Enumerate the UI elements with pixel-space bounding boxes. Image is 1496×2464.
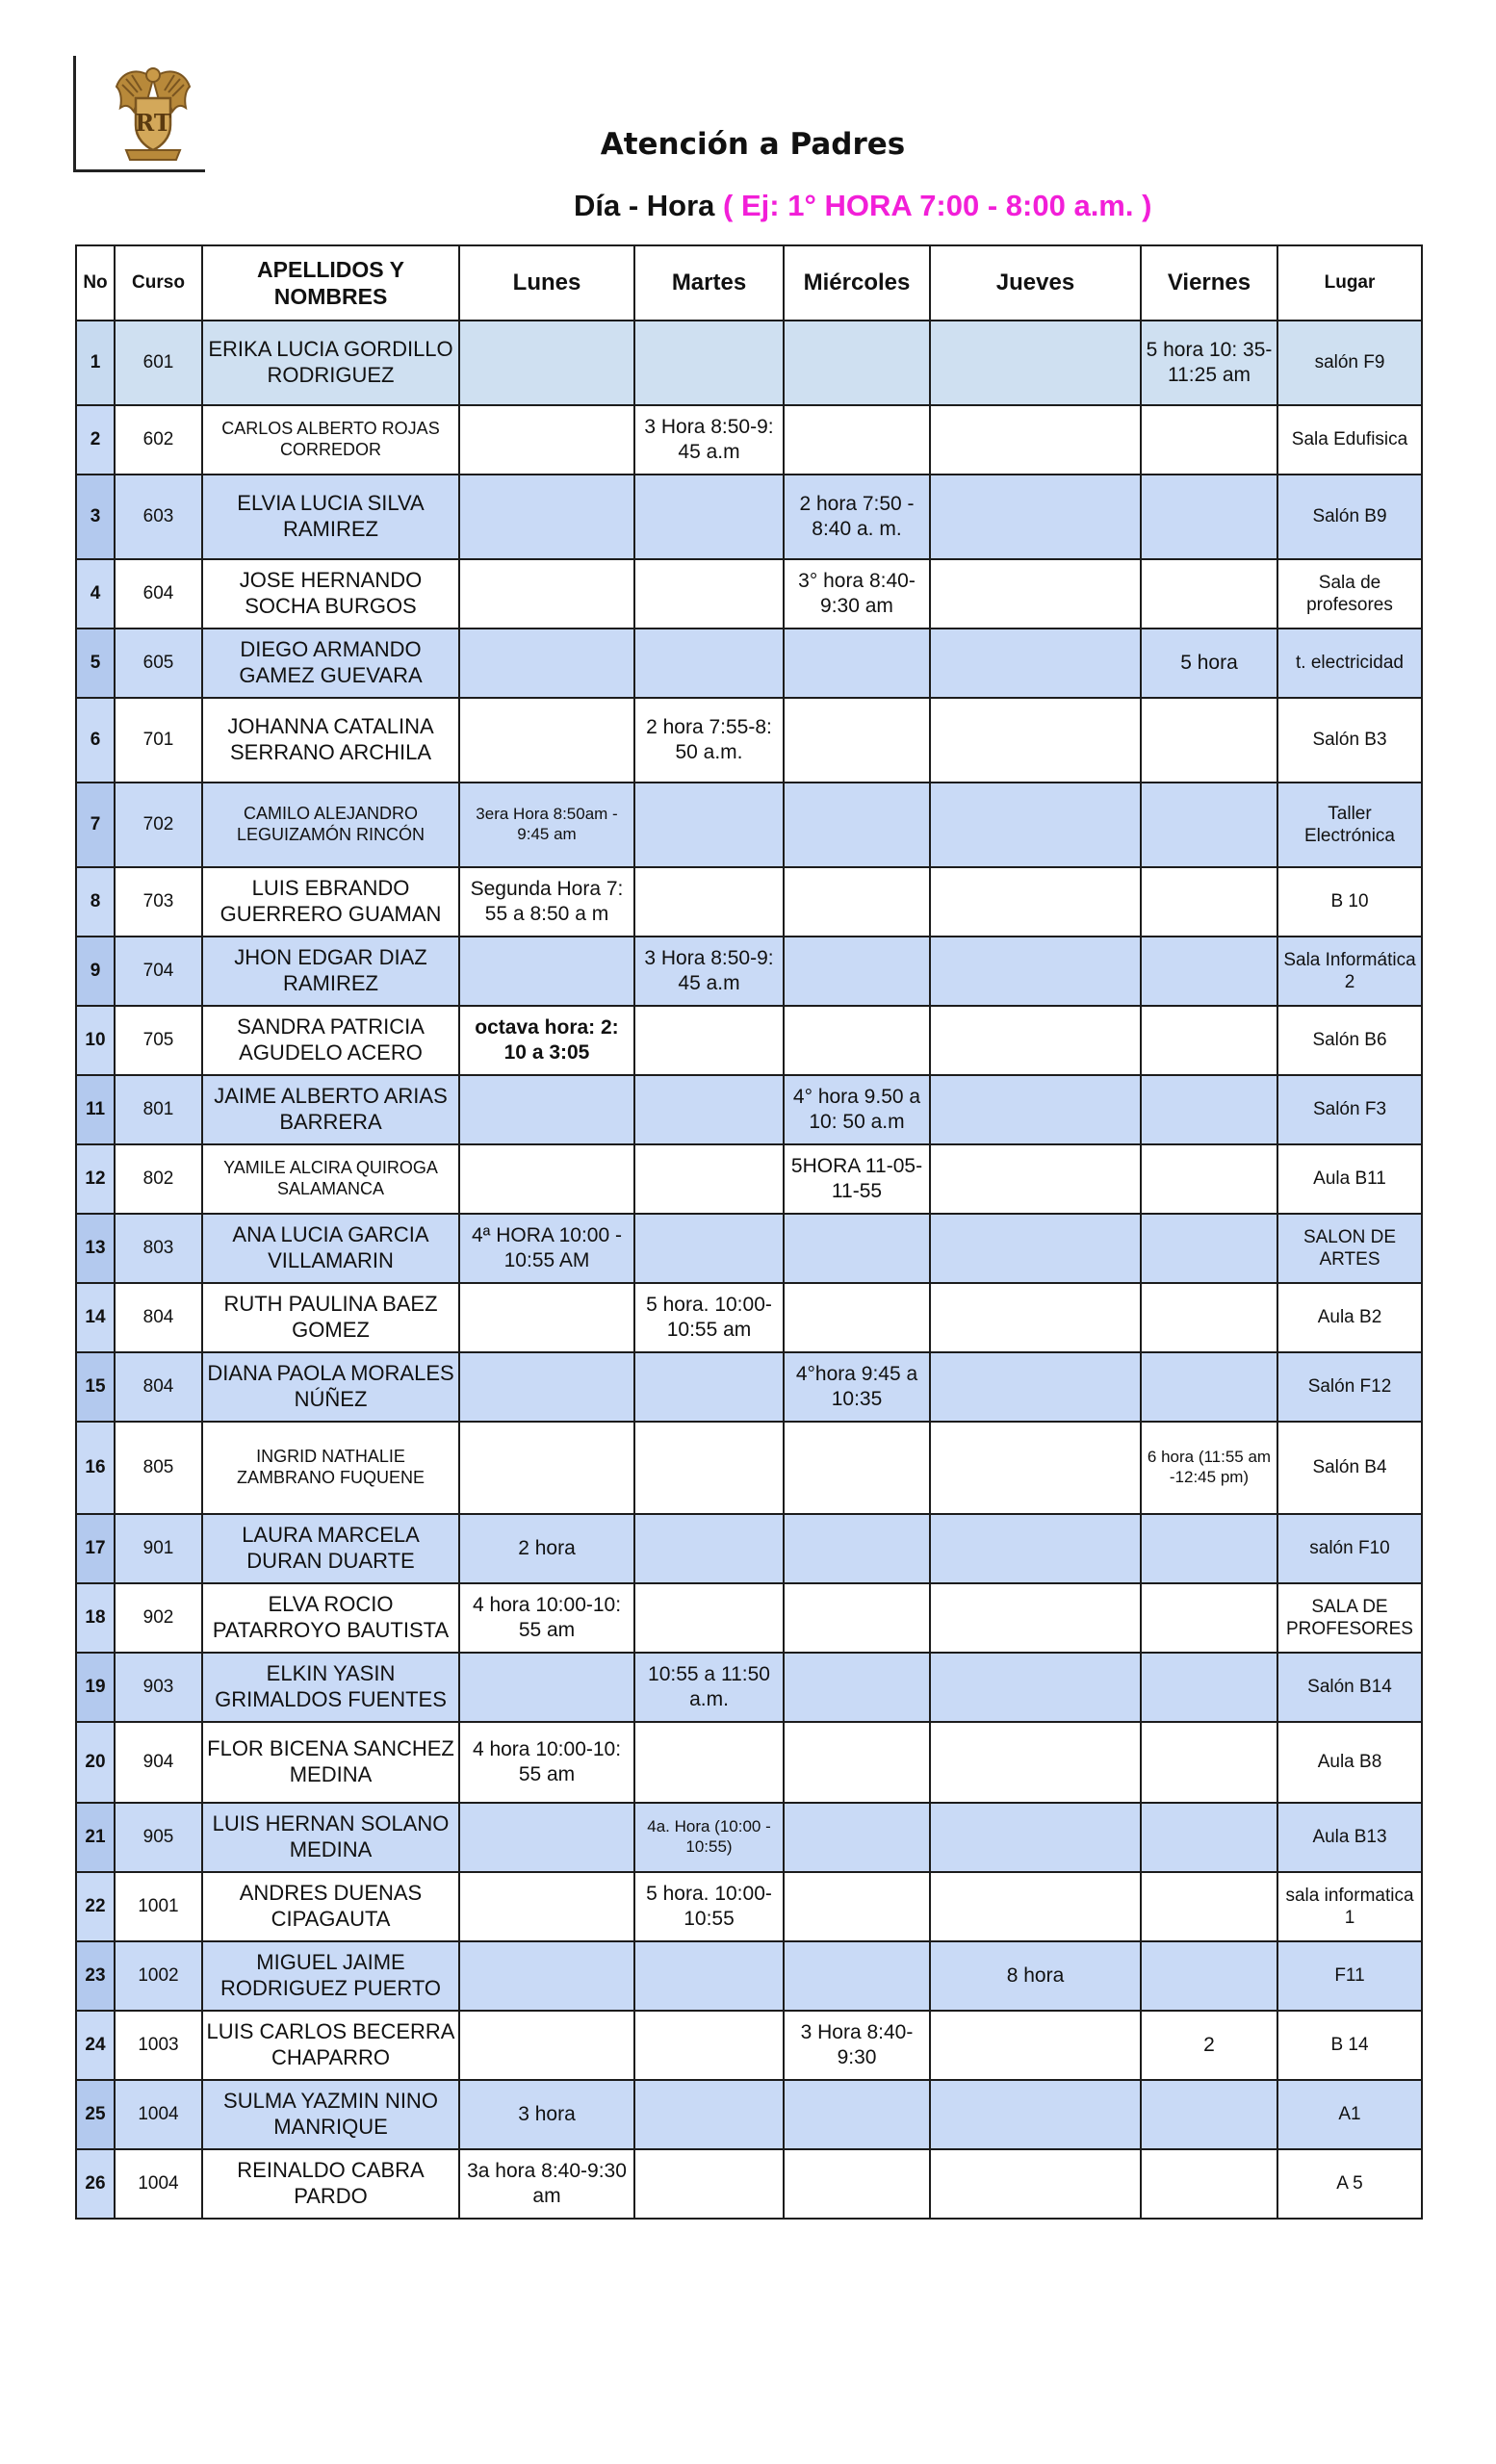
viernes-cell <box>1141 867 1277 937</box>
miercoles-cell <box>784 867 930 937</box>
col-header-lugar: Lugar <box>1277 245 1422 321</box>
miercoles-cell <box>784 1283 930 1352</box>
miercoles-cell <box>784 405 930 475</box>
lunes-cell <box>459 1872 634 1941</box>
martes-cell: 5 hora. 10:00- 10:55 am <box>634 1283 784 1352</box>
miercoles-cell <box>784 321 930 405</box>
course-cell: 905 <box>115 1803 202 1872</box>
location-cell: Sala Edufisica <box>1277 405 1422 475</box>
row-number: 15 <box>76 1352 115 1422</box>
name-cell: ELVA ROCIO PATARROYO BAUTISTA <box>202 1583 459 1653</box>
jueves-cell <box>930 1352 1141 1422</box>
jueves-cell <box>930 698 1141 783</box>
martes-cell <box>634 321 784 405</box>
table-row <box>76 1144 1422 1214</box>
jueves-cell <box>930 1422 1141 1514</box>
martes-cell <box>634 475 784 559</box>
name-cell: JOSE HERNANDO SOCHA BURGOS <box>202 559 459 629</box>
location-cell: Sala de profesores <box>1277 559 1422 629</box>
name-cell: ANA LUCIA GARCIA VILLAMARIN <box>202 1214 459 1283</box>
lunes-cell <box>459 1352 634 1422</box>
viernes-cell <box>1141 1653 1277 1722</box>
row-number: 25 <box>76 2080 115 2149</box>
viernes-cell <box>1141 1514 1277 1583</box>
martes-cell: 3 Hora 8:50-9: 45 a.m <box>634 405 784 475</box>
location-cell: Aula B2 <box>1277 1283 1422 1352</box>
course-cell: 603 <box>115 475 202 559</box>
location-cell: Salón B9 <box>1277 475 1422 559</box>
viernes-cell: 2 <box>1141 2011 1277 2080</box>
row-number: 2 <box>76 405 115 475</box>
col-header-viernes: Viernes <box>1141 245 1277 321</box>
col-header-curso: Curso <box>115 245 202 321</box>
col-header-martes: Martes <box>634 245 784 321</box>
course-cell: 802 <box>115 1144 202 1214</box>
row-number: 8 <box>76 867 115 937</box>
row-number: 13 <box>76 1214 115 1283</box>
lunes-cell <box>459 1075 634 1144</box>
viernes-cell <box>1141 1006 1277 1075</box>
course-cell: 701 <box>115 698 202 783</box>
location-cell: B 14 <box>1277 2011 1422 2080</box>
martes-cell <box>634 867 784 937</box>
lunes-cell <box>459 321 634 405</box>
name-cell: ANDRES DUENAS CIPAGAUTA <box>202 1872 459 1941</box>
miercoles-cell: 4° hora 9.50 a 10: 50 a.m <box>784 1075 930 1144</box>
course-cell: 904 <box>115 1722 202 1803</box>
miercoles-cell <box>784 1006 930 1075</box>
row-number: 9 <box>76 937 115 1006</box>
viernes-cell: 6 hora (11:55 am -12:45 pm) <box>1141 1422 1277 1514</box>
lunes-cell <box>459 1283 634 1352</box>
miercoles-cell: 5HORA 11-05-11-55 <box>784 1144 930 1214</box>
location-cell: Salón F3 <box>1277 1075 1422 1144</box>
name-cell: SANDRA PATRICIA AGUDELO ACERO <box>202 1006 459 1075</box>
martes-cell: 3 Hora 8:50-9: 45 a.m <box>634 937 784 1006</box>
lunes-cell <box>459 405 634 475</box>
name-cell: LAURA MARCELA DURAN DUARTE <box>202 1514 459 1583</box>
viernes-cell <box>1141 1283 1277 1352</box>
name-cell: LUIS HERNAN SOLANO MEDINA <box>202 1803 459 1872</box>
row-number: 11 <box>76 1075 115 1144</box>
location-cell: salón F9 <box>1277 321 1422 405</box>
miercoles-cell <box>784 2080 930 2149</box>
table-row <box>76 2080 1422 2149</box>
martes-cell: 5 hora. 10:00- 10:55 <box>634 1872 784 1941</box>
row-number: 23 <box>76 1941 115 2011</box>
martes-cell <box>634 1583 784 1653</box>
table-row <box>76 937 1422 1006</box>
viernes-cell <box>1141 1075 1277 1144</box>
name-cell: INGRID NATHALIE ZAMBRANO FUQUENE <box>202 1422 459 1514</box>
jueves-cell <box>930 629 1141 698</box>
jueves-cell <box>930 937 1141 1006</box>
subtitle <box>574 189 1151 223</box>
col-header-miercoles: Miércoles <box>784 245 930 321</box>
row-number: 20 <box>76 1722 115 1803</box>
name-cell: CARLOS ALBERTO ROJAS CORREDOR <box>202 405 459 475</box>
table-row <box>76 1722 1422 1803</box>
jueves-cell <box>930 1214 1141 1283</box>
course-cell: 1003 <box>115 2011 202 2080</box>
table-header-row <box>76 245 1422 321</box>
table-row <box>76 698 1422 783</box>
martes-cell <box>634 2080 784 2149</box>
table-row <box>76 1214 1422 1283</box>
row-number: 21 <box>76 1803 115 1872</box>
jueves-cell <box>930 2149 1141 2219</box>
course-cell: 902 <box>115 1583 202 1653</box>
martes-cell <box>634 2149 784 2219</box>
miercoles-cell: 3 Hora 8:40- 9:30 <box>784 2011 930 2080</box>
table-row <box>76 1075 1422 1144</box>
jueves-cell <box>930 1653 1141 1722</box>
table-row <box>76 1352 1422 1422</box>
row-number: 14 <box>76 1283 115 1352</box>
viernes-cell <box>1141 1872 1277 1941</box>
miercoles-cell <box>784 1514 930 1583</box>
col-header-jueves: Jueves <box>930 245 1141 321</box>
miercoles-cell <box>784 1722 930 1803</box>
row-number: 22 <box>76 1872 115 1941</box>
subtitle-label: Día - Hora <box>574 189 715 222</box>
attention-schedule-table <box>75 244 1423 2220</box>
course-cell: 704 <box>115 937 202 1006</box>
martes-cell <box>634 629 784 698</box>
viernes-cell: 5 hora <box>1141 629 1277 698</box>
martes-cell <box>634 1075 784 1144</box>
row-number: 7 <box>76 783 115 867</box>
martes-cell: 2 hora 7:55-8: 50 a.m. <box>634 698 784 783</box>
location-cell: SALON DE ARTES <box>1277 1214 1422 1283</box>
viernes-cell <box>1141 1214 1277 1283</box>
table-row <box>76 475 1422 559</box>
jueves-cell <box>930 783 1141 867</box>
name-cell: JAIME ALBERTO ARIAS BARRERA <box>202 1075 459 1144</box>
jueves-cell <box>930 1144 1141 1214</box>
martes-cell <box>634 1514 784 1583</box>
lunes-cell: Segunda Hora 7: 55 a 8:50 a m <box>459 867 634 937</box>
miercoles-cell <box>784 937 930 1006</box>
miercoles-cell <box>784 2149 930 2219</box>
location-cell: salón F10 <box>1277 1514 1422 1583</box>
viernes-cell <box>1141 405 1277 475</box>
row-number: 5 <box>76 629 115 698</box>
martes-cell <box>634 1144 784 1214</box>
jueves-cell <box>930 867 1141 937</box>
viernes-cell <box>1141 937 1277 1006</box>
martes-cell <box>634 1422 784 1514</box>
course-cell: 605 <box>115 629 202 698</box>
location-cell: Sala Informática 2 <box>1277 937 1422 1006</box>
course-cell: 803 <box>115 1214 202 1283</box>
miercoles-cell <box>784 1941 930 2011</box>
jueves-cell <box>930 1722 1141 1803</box>
page-title: Atención a Padres <box>600 127 906 162</box>
viernes-cell <box>1141 1803 1277 1872</box>
jueves-cell <box>930 1075 1141 1144</box>
jueves-cell <box>930 1583 1141 1653</box>
table-row <box>76 2011 1422 2080</box>
miercoles-cell: 4°hora 9:45 a 10:35 <box>784 1352 930 1422</box>
name-cell: DIANA PAOLA MORALES NÚÑEZ <box>202 1352 459 1422</box>
lunes-cell <box>459 1653 634 1722</box>
name-cell: LUIS EBRANDO GUERRERO GUAMAN <box>202 867 459 937</box>
miercoles-cell <box>784 698 930 783</box>
martes-cell: 10:55 a 11:50 a.m. <box>634 1653 784 1722</box>
lunes-cell <box>459 937 634 1006</box>
miercoles-cell <box>784 1803 930 1872</box>
col-header-no: No <box>76 245 115 321</box>
location-cell: Aula B13 <box>1277 1803 1422 1872</box>
jueves-cell <box>930 2011 1141 2080</box>
viernes-cell <box>1141 475 1277 559</box>
row-number: 3 <box>76 475 115 559</box>
lunes-cell: 4ª HORA 10:00 - 10:55 AM <box>459 1214 634 1283</box>
course-cell: 901 <box>115 1514 202 1583</box>
miercoles-cell <box>784 1422 930 1514</box>
col-header-nombres: APELLIDOS Y NOMBRES <box>202 245 459 321</box>
name-cell: ELKIN YASIN GRIMALDOS FUENTES <box>202 1653 459 1722</box>
table-row <box>76 783 1422 867</box>
table-row <box>76 321 1422 405</box>
table-row <box>76 1006 1422 1075</box>
lunes-cell <box>459 698 634 783</box>
martes-cell <box>634 1214 784 1283</box>
miercoles-cell <box>784 629 930 698</box>
location-cell: B 10 <box>1277 867 1422 937</box>
jueves-cell <box>930 1006 1141 1075</box>
lunes-cell: 4 hora 10:00-10: 55 am <box>459 1722 634 1803</box>
table-row <box>76 1872 1422 1941</box>
row-number: 26 <box>76 2149 115 2219</box>
table-row <box>76 1803 1422 1872</box>
name-cell: FLOR BICENA SANCHEZ MEDINA <box>202 1722 459 1803</box>
row-number: 10 <box>76 1006 115 1075</box>
location-cell: Salón B6 <box>1277 1006 1422 1075</box>
location-cell: Salón B3 <box>1277 698 1422 783</box>
course-cell: 801 <box>115 1075 202 1144</box>
viernes-cell <box>1141 783 1277 867</box>
miercoles-cell <box>784 783 930 867</box>
lunes-cell <box>459 2011 634 2080</box>
col-header-lunes: Lunes <box>459 245 634 321</box>
course-cell: 804 <box>115 1352 202 1422</box>
course-cell: 805 <box>115 1422 202 1514</box>
jueves-cell: 8 hora <box>930 1941 1141 2011</box>
martes-cell <box>634 2011 784 2080</box>
viernes-cell <box>1141 559 1277 629</box>
martes-cell <box>634 559 784 629</box>
row-number: 1 <box>76 321 115 405</box>
miercoles-cell <box>784 1653 930 1722</box>
row-number: 4 <box>76 559 115 629</box>
name-cell: LUIS CARLOS BECERRA CHAPARRO <box>202 2011 459 2080</box>
table-row <box>76 1583 1422 1653</box>
location-cell: Aula B8 <box>1277 1722 1422 1803</box>
course-cell: 702 <box>115 783 202 867</box>
lunes-cell <box>459 1422 634 1514</box>
row-number: 16 <box>76 1422 115 1514</box>
jueves-cell <box>930 559 1141 629</box>
name-cell: MIGUEL JAIME RODRIGUEZ PUERTO <box>202 1941 459 2011</box>
course-cell: 1002 <box>115 1941 202 2011</box>
miercoles-cell <box>784 1583 930 1653</box>
viernes-cell <box>1141 2080 1277 2149</box>
table-row <box>76 405 1422 475</box>
viernes-cell <box>1141 1941 1277 2011</box>
course-cell: 602 <box>115 405 202 475</box>
lunes-cell: octava hora: 2: 10 a 3:05 <box>459 1006 634 1075</box>
table-row <box>76 629 1422 698</box>
lunes-cell <box>459 475 634 559</box>
lunes-cell: 2 hora <box>459 1514 634 1583</box>
martes-cell: 4a. Hora (10:00 - 10:55) <box>634 1803 784 1872</box>
location-cell: sala informatica 1 <box>1277 1872 1422 1941</box>
course-cell: 903 <box>115 1653 202 1722</box>
viernes-cell <box>1141 698 1277 783</box>
martes-cell <box>634 1722 784 1803</box>
table-row <box>76 1514 1422 1583</box>
course-cell: 1004 <box>115 2149 202 2219</box>
row-number: 6 <box>76 698 115 783</box>
location-cell: Salón F12 <box>1277 1352 1422 1422</box>
name-cell: ERIKA LUCIA GORDILLO RODRIGUEZ <box>202 321 459 405</box>
viernes-cell: 5 hora 10: 35-11:25 am <box>1141 321 1277 405</box>
lunes-cell <box>459 629 634 698</box>
lunes-cell: 4 hora 10:00-10: 55 am <box>459 1583 634 1653</box>
miercoles-cell: 3° hora 8:40-9:30 am <box>784 559 930 629</box>
miercoles-cell <box>784 1214 930 1283</box>
lunes-cell: 3a hora 8:40-9:30 am <box>459 2149 634 2219</box>
table-row <box>76 559 1422 629</box>
subtitle-example: ( Ej: 1° HORA 7:00 - 8:00 a.m. ) <box>723 189 1152 222</box>
name-cell: JHON EDGAR DIAZ RAMIREZ <box>202 937 459 1006</box>
miercoles-cell: 2 hora 7:50 - 8:40 a. m. <box>784 475 930 559</box>
jueves-cell <box>930 2080 1141 2149</box>
lunes-cell <box>459 1803 634 1872</box>
jueves-cell <box>930 1803 1141 1872</box>
location-cell: Salón B14 <box>1277 1653 1422 1722</box>
name-cell: ELVIA LUCIA SILVA RAMIREZ <box>202 475 459 559</box>
location-cell: Salón B4 <box>1277 1422 1422 1514</box>
name-cell: YAMILE ALCIRA QUIROGA SALAMANCA <box>202 1144 459 1214</box>
lunes-cell: 3era Hora 8:50am - 9:45 am <box>459 783 634 867</box>
jueves-cell <box>930 405 1141 475</box>
row-number: 17 <box>76 1514 115 1583</box>
name-cell: CAMILO ALEJANDRO LEGUIZAMÓN RINCÓN <box>202 783 459 867</box>
lunes-cell: 3 hora <box>459 2080 634 2149</box>
course-cell: 604 <box>115 559 202 629</box>
course-cell: 601 <box>115 321 202 405</box>
table-row <box>76 867 1422 937</box>
jueves-cell <box>930 1872 1141 1941</box>
name-cell: SULMA YAZMIN NINO MANRIQUE <box>202 2080 459 2149</box>
table-row <box>76 1422 1422 1514</box>
jueves-cell <box>930 475 1141 559</box>
course-cell: 705 <box>115 1006 202 1075</box>
jueves-cell <box>930 1283 1141 1352</box>
lunes-cell <box>459 559 634 629</box>
martes-cell <box>634 1941 784 2011</box>
viernes-cell <box>1141 2149 1277 2219</box>
viernes-cell <box>1141 1722 1277 1803</box>
table-row <box>76 1283 1422 1352</box>
viernes-cell <box>1141 1352 1277 1422</box>
row-number: 24 <box>76 2011 115 2080</box>
viernes-cell <box>1141 1583 1277 1653</box>
name-cell: JOHANNA CATALINA SERRANO ARCHILA <box>202 698 459 783</box>
table-row <box>76 1653 1422 1722</box>
crest-letters: RT <box>135 109 171 137</box>
table-row <box>76 1941 1422 2011</box>
location-cell: A 5 <box>1277 2149 1422 2219</box>
location-cell: SALA DE PROFESORES <box>1277 1583 1422 1653</box>
location-cell: t. electricidad <box>1277 629 1422 698</box>
row-number: 19 <box>76 1653 115 1722</box>
name-cell: DIEGO ARMANDO GAMEZ GUEVARA <box>202 629 459 698</box>
course-cell: 804 <box>115 1283 202 1352</box>
location-cell: A1 <box>1277 2080 1422 2149</box>
row-number: 18 <box>76 1583 115 1653</box>
location-cell: Taller Electrónica <box>1277 783 1422 867</box>
course-cell: 703 <box>115 867 202 937</box>
location-cell: Aula B11 <box>1277 1144 1422 1214</box>
lunes-cell <box>459 1941 634 2011</box>
table-row <box>76 2149 1422 2219</box>
martes-cell <box>634 783 784 867</box>
name-cell: REINALDO CABRA PARDO <box>202 2149 459 2219</box>
jueves-cell <box>930 321 1141 405</box>
course-cell: 1001 <box>115 1872 202 1941</box>
course-cell: 1004 <box>115 2080 202 2149</box>
row-number: 12 <box>76 1144 115 1214</box>
martes-cell <box>634 1352 784 1422</box>
name-cell: RUTH PAULINA BAEZ GOMEZ <box>202 1283 459 1352</box>
jueves-cell <box>930 1514 1141 1583</box>
location-cell: F11 <box>1277 1941 1422 2011</box>
miercoles-cell <box>784 1872 930 1941</box>
viernes-cell <box>1141 1144 1277 1214</box>
martes-cell <box>634 1006 784 1075</box>
lunes-cell <box>459 1144 634 1214</box>
